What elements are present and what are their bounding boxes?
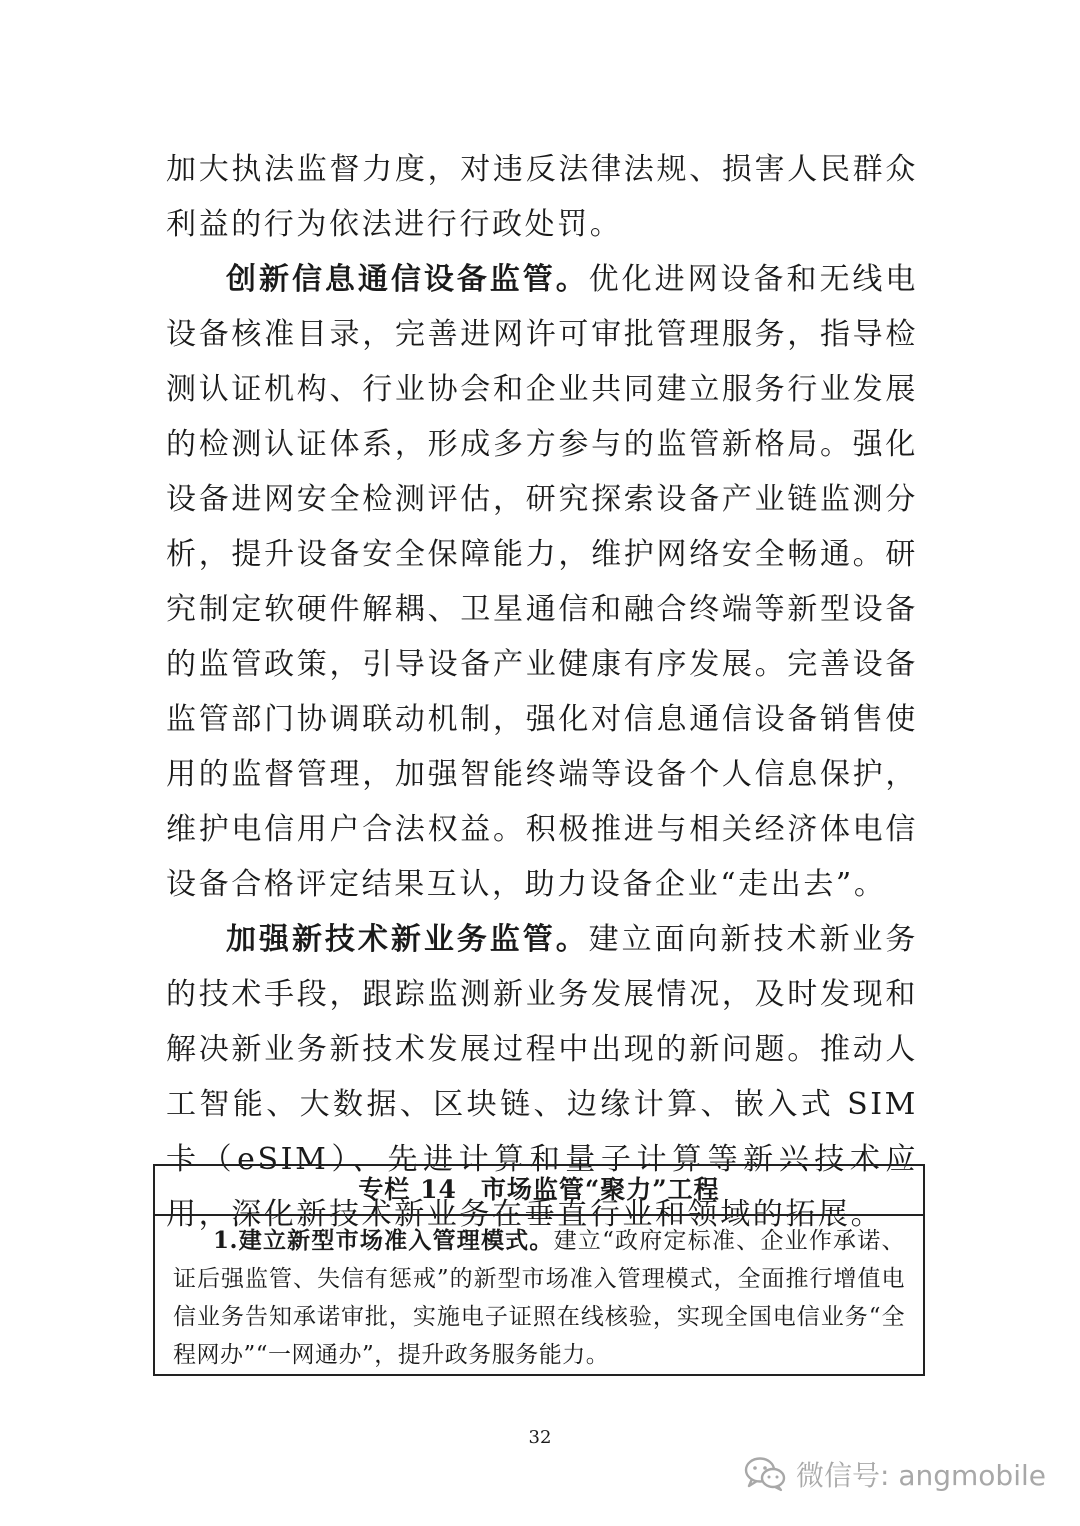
wechat-icon xyxy=(744,1456,786,1492)
column-box-item-heading: 1.建立新型市场准入管理模式。 xyxy=(213,1227,554,1254)
column-box-body xyxy=(155,1216,923,1374)
watermark-text: 微信号: angmobile xyxy=(796,1459,1046,1492)
paragraph-2-body: 优化进网设备和无线电设备核准目录，完善进网许可审批管理服务，指导检测认证机构、行业协会和企业共同建立服务行业发展的检测认证体系，形成多方参与的监管新格局。强化设备进网安全检测评估，研究探索设备产业链监测分析，提升设备安全保障能力，维护网络安全畅通。研究制定软硬件解耦、卫星通信和融合终端等新型设备的监管政策，引导设备产业健康有序发展。完善设备监管部门协调联动机制，强化对信息通信设备销售使用的监督管理，加强智能终端等设备个人信息保护，维护电信用户合法权益。积极推进与相关经济体电信设备合格评定结果互认，助力设备企业“走出去”。 xyxy=(166,262,918,902)
column-box-item-body: 建立“政府定标准、企业作承诺、证后强监管、失信有惩戒”的新型市场准入管理模式，全面推行增值电信业务告知承诺审批，实施电子证照在线核验，实现全国电信业务“全程网办”“一网通办”，提升政务服务能力。 xyxy=(173,1228,905,1368)
paragraph-1-text: 加大执法监督力度，对违反法律法规、损害人民群众利益的行为依法进行行政处罚。 xyxy=(166,152,918,242)
column-box xyxy=(153,1164,925,1376)
column-box-header xyxy=(155,1166,923,1216)
paragraph-1 xyxy=(166,142,918,252)
watermark xyxy=(744,1454,1046,1494)
page-number: 32 xyxy=(528,1427,552,1448)
column-box-title: 市场监管“聚力”工程 xyxy=(480,1175,720,1204)
body-text xyxy=(166,142,918,1242)
paragraph-3-heading: 加强新技术新业务监管。 xyxy=(226,922,589,957)
paragraph-2 xyxy=(166,252,918,912)
paragraph-2-heading: 创新信息通信设备监管。 xyxy=(226,262,589,297)
paragraph-3-body: 建立面向新技术新业务的技术手段，跟踪监测新业务发展情况，及时发现和解决新业务新技术发展过程中出现的新问题。推动人工智能、大数据、区块链、边缘计算、嵌入式 SIM 卡（eSIM）、先进计算和量子计算等新兴技术应用，深化新技术新业务在垂直行业和领域的拓展。 xyxy=(166,922,918,1232)
column-box-label: 专栏 14 xyxy=(358,1175,457,1204)
